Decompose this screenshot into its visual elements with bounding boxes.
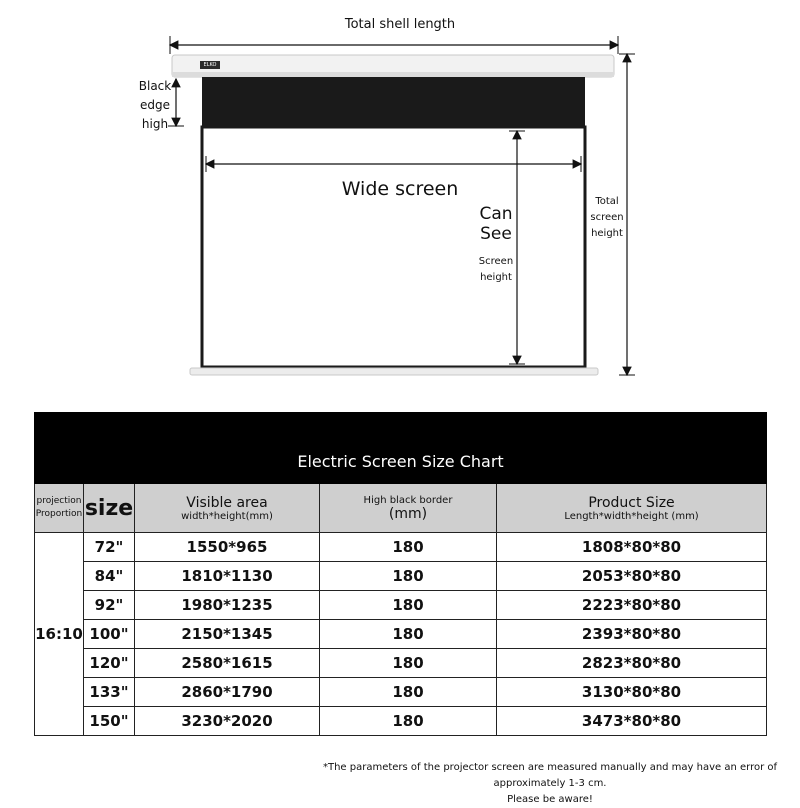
footnote-line2: Please be aware! bbox=[507, 794, 593, 805]
footnote bbox=[310, 760, 790, 808]
size-cell: 84" bbox=[84, 562, 135, 591]
black-border-cell: 180 bbox=[320, 591, 497, 620]
can-see-line2: See bbox=[480, 224, 512, 244]
table-row bbox=[35, 620, 767, 649]
total-height-label bbox=[583, 194, 631, 242]
black-edge-top bbox=[202, 77, 585, 127]
header-visible-area-label: Visible area bbox=[186, 494, 268, 511]
black-edge-label-line1: Black bbox=[138, 79, 172, 93]
table-row bbox=[35, 562, 767, 591]
wide-screen-label: Wide screen bbox=[341, 178, 459, 200]
product-size-cell: 3473*80*80 bbox=[497, 707, 767, 736]
header-proportion bbox=[35, 484, 84, 533]
header-size bbox=[84, 484, 135, 533]
header-proportion-line2: Proportion bbox=[35, 509, 83, 519]
screen-diagram-svg bbox=[0, 0, 800, 400]
visible-area-cell: 1980*1235 bbox=[135, 591, 320, 620]
table-row bbox=[35, 707, 767, 736]
black-border-cell: 180 bbox=[320, 707, 497, 736]
shell-length-label: Total shell length bbox=[344, 17, 456, 32]
screen-bottom-bar bbox=[190, 368, 598, 375]
black-border-cell: 180 bbox=[320, 678, 497, 707]
header-visible-area-sub: width*height(mm) bbox=[181, 510, 273, 522]
header-product-size-label: Product Size bbox=[588, 494, 675, 511]
visible-area-cell: 1550*965 bbox=[135, 533, 320, 562]
black-border-cell: 180 bbox=[320, 562, 497, 591]
product-size-cell: 2823*80*80 bbox=[497, 649, 767, 678]
header-size-label: size bbox=[84, 495, 134, 521]
screen-diagram bbox=[0, 0, 800, 400]
footnote-line1: *The parameters of the projector screen are measured manually and may have an error of approximately 1-3 cm. bbox=[322, 762, 778, 789]
screen-height-line2: height bbox=[480, 272, 512, 283]
product-size-cell: 2223*80*80 bbox=[497, 591, 767, 620]
screen-height-line1: Screen bbox=[478, 256, 514, 267]
visible-area-cell: 2860*1790 bbox=[135, 678, 320, 707]
black-border-cell: 180 bbox=[320, 649, 497, 678]
total-height-line3: height bbox=[591, 228, 623, 239]
product-size-cell: 1808*80*80 bbox=[497, 533, 767, 562]
total-height-line2: screen bbox=[590, 212, 624, 223]
table-title: Electric Screen Size Chart bbox=[35, 413, 767, 484]
table-row bbox=[35, 649, 767, 678]
product-size-cell: 2053*80*80 bbox=[497, 562, 767, 591]
black-border-cell: 180 bbox=[320, 620, 497, 649]
black-edge-label bbox=[130, 77, 180, 134]
screen-surface bbox=[202, 127, 585, 367]
header-proportion-line1: projection bbox=[36, 496, 82, 506]
header-visible-area bbox=[135, 484, 320, 533]
black-border-cell: 180 bbox=[320, 533, 497, 562]
visible-area-cell: 3230*2020 bbox=[135, 707, 320, 736]
screen-housing-shadow bbox=[172, 72, 614, 77]
black-edge-label-line3: high bbox=[141, 117, 169, 131]
size-cell: 150" bbox=[84, 707, 135, 736]
screen-height-label bbox=[466, 254, 526, 286]
product-size-cell: 2393*80*80 bbox=[497, 620, 767, 649]
size-cell: 92" bbox=[84, 591, 135, 620]
header-black-border-label: High black border bbox=[363, 494, 453, 506]
can-see-label bbox=[466, 204, 526, 244]
brand-logo: ELKO bbox=[200, 61, 220, 69]
header-product-size bbox=[497, 484, 767, 533]
visible-area-cell: 2580*1615 bbox=[135, 649, 320, 678]
visible-area-cell: 1810*1130 bbox=[135, 562, 320, 591]
header-product-size-sub: Length*width*height (mm) bbox=[564, 510, 699, 522]
black-edge-label-line2: edge bbox=[140, 98, 170, 112]
table-row bbox=[35, 533, 767, 562]
size-chart-table bbox=[34, 412, 767, 736]
product-size-cell: 3130*80*80 bbox=[497, 678, 767, 707]
ratio-cell: 16:10 bbox=[35, 533, 84, 736]
header-black-border-sub: (mm) bbox=[388, 505, 428, 522]
visible-area-cell: 2150*1345 bbox=[135, 620, 320, 649]
size-cell: 72" bbox=[84, 533, 135, 562]
size-cell: 100" bbox=[84, 620, 135, 649]
total-height-line1: Total bbox=[595, 196, 619, 207]
can-see-line1: Can bbox=[479, 204, 513, 224]
size-cell: 120" bbox=[84, 649, 135, 678]
table-row bbox=[35, 591, 767, 620]
table-row bbox=[35, 678, 767, 707]
size-cell: 133" bbox=[84, 678, 135, 707]
header-black-border bbox=[320, 484, 497, 533]
